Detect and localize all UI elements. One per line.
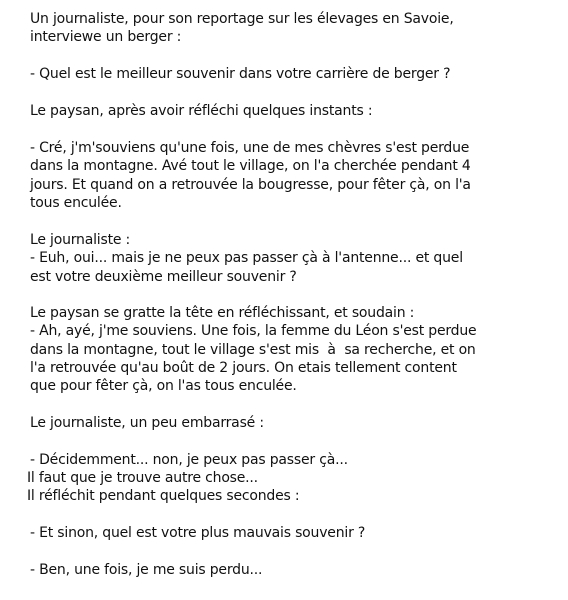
text-line: - Ah, ayé, j'me souviens. Une fois, la femme du Léon s'est perdue — [30, 323, 477, 339]
text-line: - Décidemment... non, je peux pas passer çà... — [30, 452, 348, 468]
text-line: Le journaliste : — [30, 232, 131, 248]
text-line: Le paysan se gratte la tête en réfléchissant, et soudain : — [30, 305, 415, 321]
text-line: - Quel est le meilleur souvenir dans votre carrière de berger ? — [30, 66, 451, 82]
text-line: que pour fêter çà, on l'as tous enculée. — [30, 378, 297, 394]
text-line: Le journaliste, un peu embarrasé : — [30, 415, 264, 431]
text-line: Il faut que je trouve autre chose... — [27, 470, 258, 486]
text-line: est votre deuxième meilleur souvenir ? — [30, 269, 297, 285]
text-line: - Et sinon, quel est votre plus mauvais souvenir ? — [30, 525, 366, 541]
text-line: - Ben, une fois, je me suis perdu... — [30, 562, 263, 578]
text-line: dans la montagne. Avé tout le village, on l'a cherchée pendant 4 — [30, 158, 471, 174]
text-line: jours. Et quand on a retrouvée la bougresse, pour fêter çà, on l'a — [30, 177, 471, 193]
text-line: interviewe un berger : — [30, 29, 182, 45]
text-line: dans la montagne, tout le village s'est mis à sa recherche, et on — [30, 342, 476, 358]
text-line: tous enculée. — [30, 195, 122, 211]
text-line: Un journaliste, pour son reportage sur les élevages en Savoie, — [30, 11, 454, 27]
text-line: - Cré, j'm'souviens qu'une fois, une de mes chèvres s'est perdue — [30, 140, 470, 156]
text-line: Le paysan, après avoir réfléchi quelques instants : — [30, 103, 373, 119]
text-line: Il réfléchit pendant quelques secondes : — [27, 488, 300, 504]
text-line: - Euh, oui... mais je ne peux pas passer çà à l'antenne... et quel — [30, 250, 463, 266]
text-line: l'a retrouvée qu'au boût de 2 jours. On etais tellement content — [30, 360, 457, 376]
